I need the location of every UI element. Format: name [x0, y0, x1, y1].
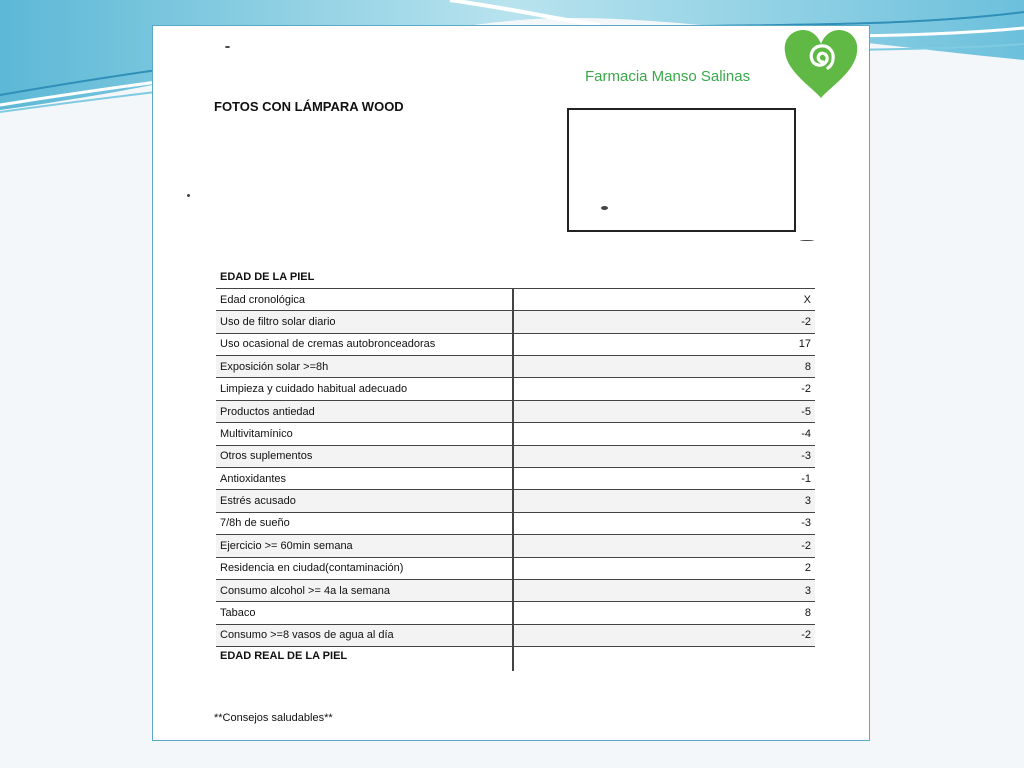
- table-footer-value: [513, 647, 815, 671]
- table-row: [216, 557, 815, 579]
- row-value: 3: [513, 579, 815, 601]
- row-label: Estrés acusado: [216, 490, 513, 512]
- row-value: -1: [513, 468, 815, 490]
- footnote: **Consejos saludables**: [214, 712, 333, 724]
- table-row: [216, 333, 815, 355]
- row-value: -2: [513, 535, 815, 557]
- row-value: -3: [513, 445, 815, 467]
- table-footer: EDAD REAL DE LA PIEL: [216, 647, 513, 671]
- row-label: Uso de filtro solar diario: [216, 311, 513, 333]
- row-value: 3: [513, 490, 815, 512]
- scan-speck: [601, 206, 608, 210]
- table-row: [216, 356, 815, 378]
- scan-speck: [187, 194, 190, 197]
- row-label: Antioxidantes: [216, 468, 513, 490]
- table-row: [216, 512, 815, 534]
- table-row: [216, 423, 815, 445]
- row-value: -4: [513, 423, 815, 445]
- document-title: FOTOS CON LÁMPARA WOOD: [214, 99, 404, 114]
- row-label: Residencia en ciudad(contaminación): [216, 557, 513, 579]
- row-value: -3: [513, 512, 815, 534]
- row-label: Consumo >=8 vasos de agua al día: [216, 624, 513, 646]
- row-label: Limpieza y cuidado habitual adecuado: [216, 378, 513, 400]
- table-row: [216, 535, 815, 557]
- row-label: Exposición solar >=8h: [216, 356, 513, 378]
- row-label: Edad cronológica: [216, 288, 513, 310]
- table-header-value: [513, 266, 815, 288]
- row-value: -2: [513, 311, 815, 333]
- scanned-document: [152, 25, 870, 741]
- row-value: 2: [513, 557, 815, 579]
- row-value: 8: [513, 356, 815, 378]
- table-row: [216, 445, 815, 467]
- table-row: [216, 400, 815, 422]
- row-label: Productos antiedad: [216, 400, 513, 422]
- scan-speck: [225, 46, 230, 48]
- photo-placeholder: [567, 108, 796, 232]
- row-label: Uso ocasional de cremas autobronceadoras: [216, 333, 513, 355]
- table-row: [216, 468, 815, 490]
- heart-spiral-icon: [783, 28, 859, 100]
- table-row: [216, 624, 815, 646]
- table-row: [216, 378, 815, 400]
- row-value: 17: [513, 333, 815, 355]
- table-row: [216, 490, 815, 512]
- row-label: Tabaco: [216, 602, 513, 624]
- row-label: Otros suplementos: [216, 445, 513, 467]
- table-header-row: [216, 266, 815, 288]
- table-header: EDAD DE LA PIEL: [216, 266, 513, 288]
- scan-speck: [800, 240, 814, 241]
- row-value: -5: [513, 400, 815, 422]
- row-value: 8: [513, 602, 815, 624]
- table-row: [216, 579, 815, 601]
- row-label: Multivitamínico: [216, 423, 513, 445]
- table-row: [216, 311, 815, 333]
- row-label: 7/8h de sueño: [216, 512, 513, 534]
- row-value: -2: [513, 624, 815, 646]
- row-value: -2: [513, 378, 815, 400]
- table-row: [216, 602, 815, 624]
- table-footer-row: [216, 647, 815, 671]
- row-value: X: [513, 288, 815, 310]
- table-row: [216, 288, 815, 310]
- skin-age-table: [216, 266, 815, 671]
- row-label: Consumo alcohol >= 4a la semana: [216, 579, 513, 601]
- brand-name: Farmacia Manso Salinas: [585, 68, 751, 85]
- row-label: Ejercicio >= 60min semana: [216, 535, 513, 557]
